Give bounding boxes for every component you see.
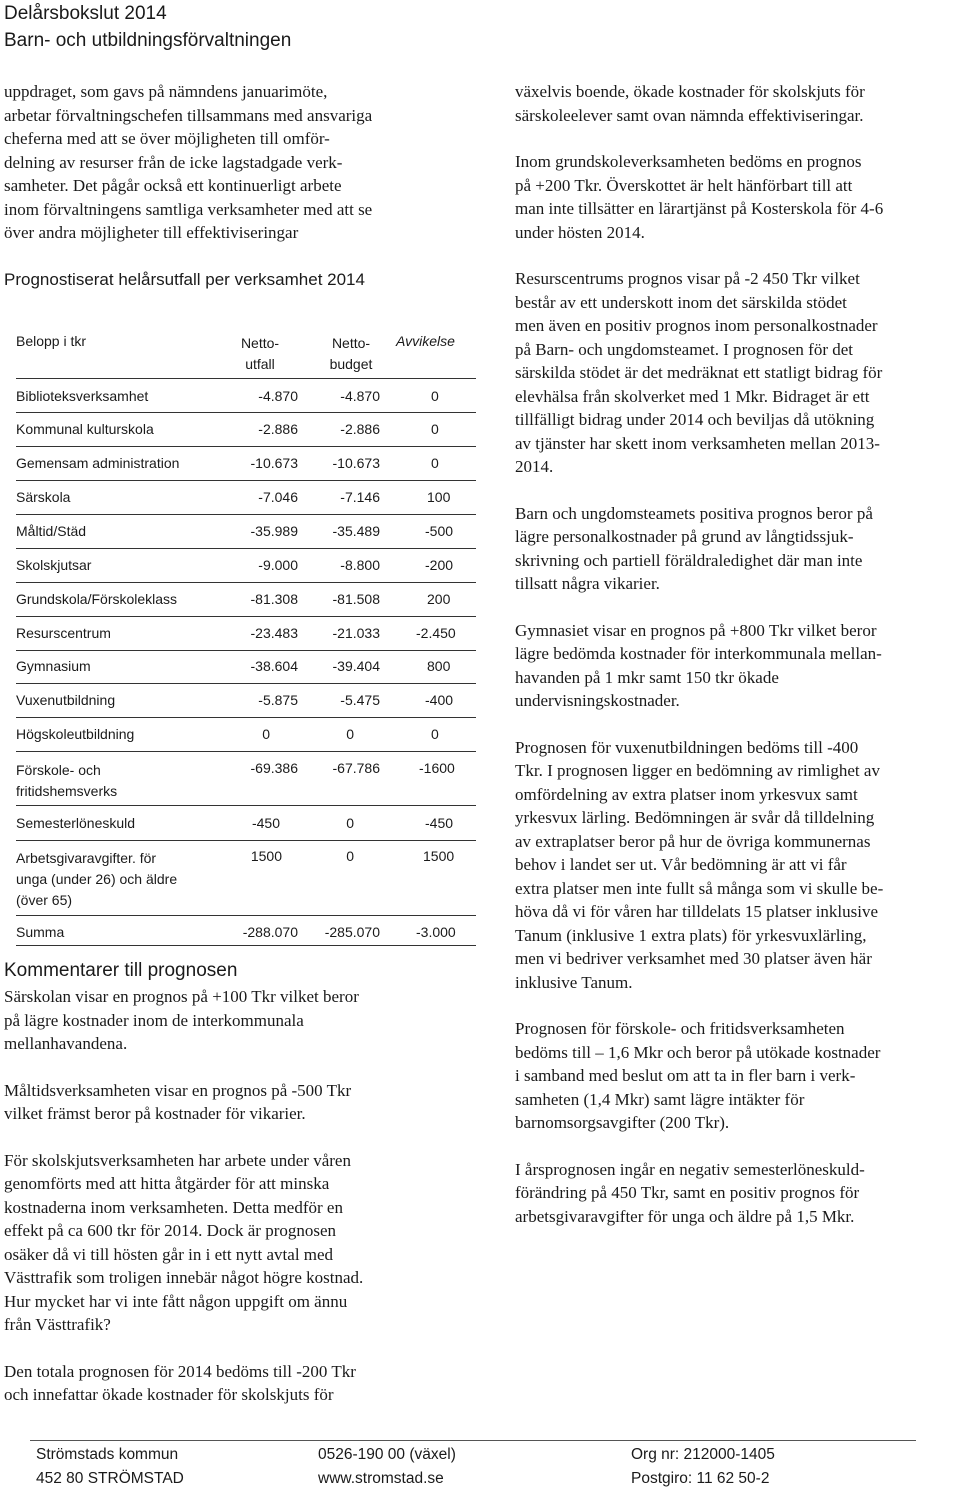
paragraph [515,80,958,127]
footer-orgnr: Org nr: 212000-1405 [631,1446,775,1463]
text-line: Västtrafik som troligen innebär något högre kostnad. [4,1268,364,1287]
table-divider [16,514,476,515]
paragraph [515,502,958,596]
row-label-line: Förskole- och [16,762,101,778]
text-line: särskoleelever samt ovan nämnda effektiviseringar. [515,105,864,125]
footer-rule [30,1440,916,1441]
text-line: består av ett underskott inom det särskilda stödet [515,292,847,312]
row-utfall: 0 [262,726,270,742]
row-label [16,848,177,911]
text-line: havanden på 1 mkr samt 150 tkr ökade [515,667,779,687]
text-line: på +200 Tkr. Överskottet är helt hänförbart till att [515,175,853,195]
row-label-line: Arbetsgivaravgifter. för [16,850,157,866]
text-line: uppdraget, som gavs på nämndens januarimöte, [4,82,328,101]
row-label-line: fritidshemsverks [16,783,118,799]
text-line: cheferna med att se över möjligheten till omför- [4,129,330,148]
text-line: Barn och ungdomsteamets positiva prognos beror på [515,503,873,523]
text-line: Den totala prognosen för 2014 bedöms till -200 Tkr [4,1361,356,1381]
row-utfall: -38.604 [250,658,298,674]
text-line: inklusive Tanum. [515,972,633,992]
row-label: Vuxenutbildning [16,692,116,708]
table-divider [16,412,476,413]
row-label: Resurscentrum [16,625,111,641]
text-line: behov i landet ser ut. Vår bedömning är att vi får [515,855,847,874]
text-line: Tkr. I prognosen ligger en bedömning av rimlighet av [515,761,880,780]
row-budget: -81.508 [332,591,380,607]
text-line: lägre personalkostnader på grund av långtidssjuk- [515,527,854,546]
text-line: särskilda stödet är det medräknat ett statligt bidrag för [515,363,883,382]
text-line: kostnaderna inom verksamheten. Detta medför en [4,1197,343,1217]
text-line: Tanum (inklusive 1 extra plats) för yrkesvuxlärling, [515,925,867,945]
text-line: extra platser men inte fullt så många som vi skulle be- [515,878,884,898]
footer-web-link[interactable]: www.stromstad.se [318,1470,444,1487]
row-budget: -4.870 [340,388,380,404]
text-line: För skolskjutsverksamheten har arbete under våren [4,1150,351,1170]
text-line: Inom grundskoleverksamheten bedöms en prognos [515,152,862,171]
text-line: Måltidsverksamheten visar en prognos på -500 Tkr [4,1080,352,1100]
row-label [16,760,117,802]
row-utfall: -35.989 [250,523,298,539]
text-line: man inte tillsätter en lärartjänst på Kosterskola för 4-6 [515,199,884,218]
text-line: över andra möjligheter till effektiviseringar [4,223,299,242]
text-line: förändring på 450 Tkr, samt en positiv prognos för [515,1183,860,1202]
table-divider [16,840,476,841]
header-text: utfall [245,356,275,372]
table-divider [16,616,476,617]
text-line: 2014. [515,457,554,476]
row-label-line: (över 65) [16,892,73,908]
text-line: elevhälsa från skolverket med 1 Mkr. Bidraget är ett [515,386,870,406]
sum-utfall: -288.070 [242,924,298,940]
text-line: arbetsgivaravgifter för unga och äldre på 1,5 Mkr. [515,1206,855,1226]
row-label-line: unga (under 26) och äldre [16,871,178,887]
table-divider [16,805,476,806]
row-utfall: -450 [251,815,280,831]
row-utfall: -4.870 [258,388,298,404]
header-belopp: Belopp i tkr [16,333,87,349]
table-divider [16,650,476,651]
text-line: effekt på ca 600 tkr för 2014. Dock är prognosen [4,1221,337,1240]
text-line: I årsprognosen ingår en negativ semesterlöneskuld- [515,1159,865,1179]
row-label: Gemensam administration [16,455,180,471]
text-line: samheter. Det pågår också ett kontinuerligt arbete [4,176,342,195]
row-budget: -7.146 [340,489,380,505]
footer-org: Strömstads kommun [36,1446,179,1463]
text-line: bedöms till – 1,6 Mkr och beror på utökade kostnader [515,1042,881,1062]
text-line: och innefattar ökade kostnader för skolskjuts för [4,1385,334,1404]
row-budget: -8.800 [340,557,380,573]
row-label: Särskola [16,489,71,505]
row-avvikelse: 0 [431,421,439,437]
row-avvikelse: 0 [431,455,439,471]
text-line: men vi bedriver verksamhet med 30 platser även här [515,949,872,968]
table-bottom-line [16,945,476,946]
row-utfall: -69.386 [250,760,298,776]
row-utfall: -5.875 [258,692,298,708]
text-line: inom förvaltningens samtliga verksamheter med att se [4,199,373,219]
row-avvikelse: 1500 [423,848,455,864]
row-label: Gymnasium [16,658,91,674]
row-avvikelse: -1600 [419,760,455,776]
paragraph [515,1017,958,1135]
row-budget: -10.673 [332,455,380,471]
text-line: från Västtrafik? [4,1315,111,1334]
text-line: under hösten 2014. [515,222,645,242]
row-utfall: -23.483 [250,625,298,641]
header-text: Netto- [240,335,280,351]
row-avvikelse: -2.450 [416,625,456,641]
paragraph [515,619,958,713]
text-line: yrkesvux lärling. Bedömningen är svår då tilldelning [515,808,875,827]
comments-heading: Kommentarer till prognosen [4,960,238,981]
text-line: av tjänster har skett inom verksamheten mellan 2013- [515,433,880,453]
row-avvikelse: -500 [425,523,454,539]
text-line: på Barn- och ungdomsteamet. I prognosen för det [515,339,854,359]
left-intro-paragraph [4,80,474,245]
text-line: omfördelning av extra platser inom yrkesvux samt [515,784,858,804]
text-line: Resurscentrums prognos visar på -2 450 Tkr vilket [515,269,860,288]
text-line: men även en positiv prognos inom personalkostnader [515,316,878,335]
row-utfall: 1500 [250,848,282,864]
table-divider [16,446,476,447]
table-divider [16,751,476,752]
header-text: budget [329,356,373,372]
text-line: Särskolan visar en prognos på +100 Tkr vilket beror [4,987,359,1006]
text-line: tillfälligt bidrag under 2014 och beviljas då utökning [515,410,875,429]
text-line: tillsatt några vikarier. [515,574,660,593]
row-budget: 0 [346,726,354,742]
paragraph [4,985,474,1056]
row-budget: -67.786 [332,760,380,776]
row-label: Skolskjutsar [16,557,92,573]
header-title: Delårsbokslut 2014 [4,3,167,24]
row-label: Biblioteksverksamhet [16,388,149,404]
paragraph [4,1360,474,1407]
row-label: Grundskola/Förskoleklass [16,591,178,607]
table-divider [16,378,476,379]
paragraph [515,150,958,244]
paragraph [4,1079,474,1126]
row-utfall: -9.000 [258,557,298,573]
text-line: lägre bedömda kostnader för interkommunala mellan- [515,644,882,663]
row-label: Semesterlöneskuld [16,815,136,831]
header-subtitle: Barn- och utbildningsförvaltningen [4,30,292,51]
footer-postgiro: Postgiro: 11 62 50-2 [631,1470,770,1487]
text-line: delning av resurser från de icke lagstadgade verk- [4,152,343,172]
text-line: på lägre kostnader inom de interkommunala [4,1010,304,1030]
sum-budget: -285.070 [324,924,380,940]
header-avvikelse: Avvikelse [396,333,455,349]
text-line: arbetar förvaltningschefen tillsammans med ansvariga [4,105,373,125]
row-label: Högskoleutbildning [16,726,135,742]
text-line: Prognosen för förskole- och fritidsverksamheten [515,1019,845,1038]
row-avvikelse: 200 [427,591,451,607]
row-utfall: -7.046 [258,489,298,505]
text-line: samheten (1,4 Mkr) samt lägre intäkter för [515,1089,805,1109]
row-utfall: -81.308 [250,591,298,607]
text-line: genomförts med att hitta åtgärder för att minska [4,1174,330,1193]
table-divider [16,480,476,481]
paragraph [515,1158,958,1229]
text-line: Gymnasiet visar en prognos på +800 Tkr vilket beror [515,620,877,640]
text-line: av extraplatser beror på hur de övriga kommunernas [515,831,871,851]
row-budget: -21.033 [332,625,380,641]
table-divider [16,717,476,718]
table-title: Prognostiserat helårsutfall per verksamhet 2014 [4,270,365,289]
table-divider [16,548,476,549]
header-nettobudget [318,333,384,375]
row-label: Kommunal kulturskola [16,421,154,437]
row-budget: -39.404 [332,658,380,674]
text-line: Hur mycket har vi inte fått någon uppgift om ännu [4,1291,348,1311]
row-avvikelse: 800 [427,658,451,674]
table-divider [16,582,476,583]
row-utfall: -2.886 [258,421,298,437]
row-avvikelse: 100 [427,489,451,505]
row-label: Måltid/Städ [16,523,87,539]
row-budget: 0 [346,848,354,864]
table-divider [16,683,476,684]
row-budget: -2.886 [340,421,380,437]
table-divider [16,915,476,916]
row-avvikelse: -450 [425,815,454,831]
row-avvikelse: -400 [425,692,454,708]
text-line: höva då vi för våren har tilldelats 15 platser inklusive [515,902,879,921]
left-comments [4,985,474,1407]
row-avvikelse: 0 [431,726,439,742]
text-line: i samband med beslut om att ta in fler barn i verk- [515,1066,856,1085]
row-avvikelse: -200 [425,557,454,573]
text-line: barnomsorgsavgifter (200 Tkr). [515,1113,730,1132]
page-header [4,0,291,54]
text-line: mellanhavandena. [4,1034,128,1053]
paragraph [515,736,958,995]
text-line: osäker då vi till hösten går in i ett nytt avtal med [4,1244,334,1264]
text-line: undervisningskostnader. [515,691,680,710]
sum-avvikelse: -3.000 [416,924,456,940]
right-column [515,80,958,1228]
header-nettoutfall [230,333,290,375]
text-line: vilket främst beror på kostnader för vikarier. [4,1104,306,1123]
row-budget: 0 [346,815,354,831]
sum-label: Summa [16,924,65,940]
paragraph [4,1149,474,1337]
paragraph [515,267,958,479]
text-line: växelvis boende, ökade kostnader för skolskjuts för [515,82,865,101]
row-utfall: -10.673 [250,455,298,471]
text-line: skrivning och partiell föräldraledighet där man inte [515,550,863,570]
row-budget: -35.489 [332,523,380,539]
row-budget: -5.475 [340,692,380,708]
header-text: Netto- [331,335,371,351]
footer-address: 452 80 STRÖMSTAD [36,1470,184,1487]
footer-phone: 0526-190 00 (växel) [318,1446,456,1463]
row-avvikelse: 0 [431,388,439,404]
text-line: Prognosen för vuxenutbildningen bedöms till -400 [515,737,859,757]
